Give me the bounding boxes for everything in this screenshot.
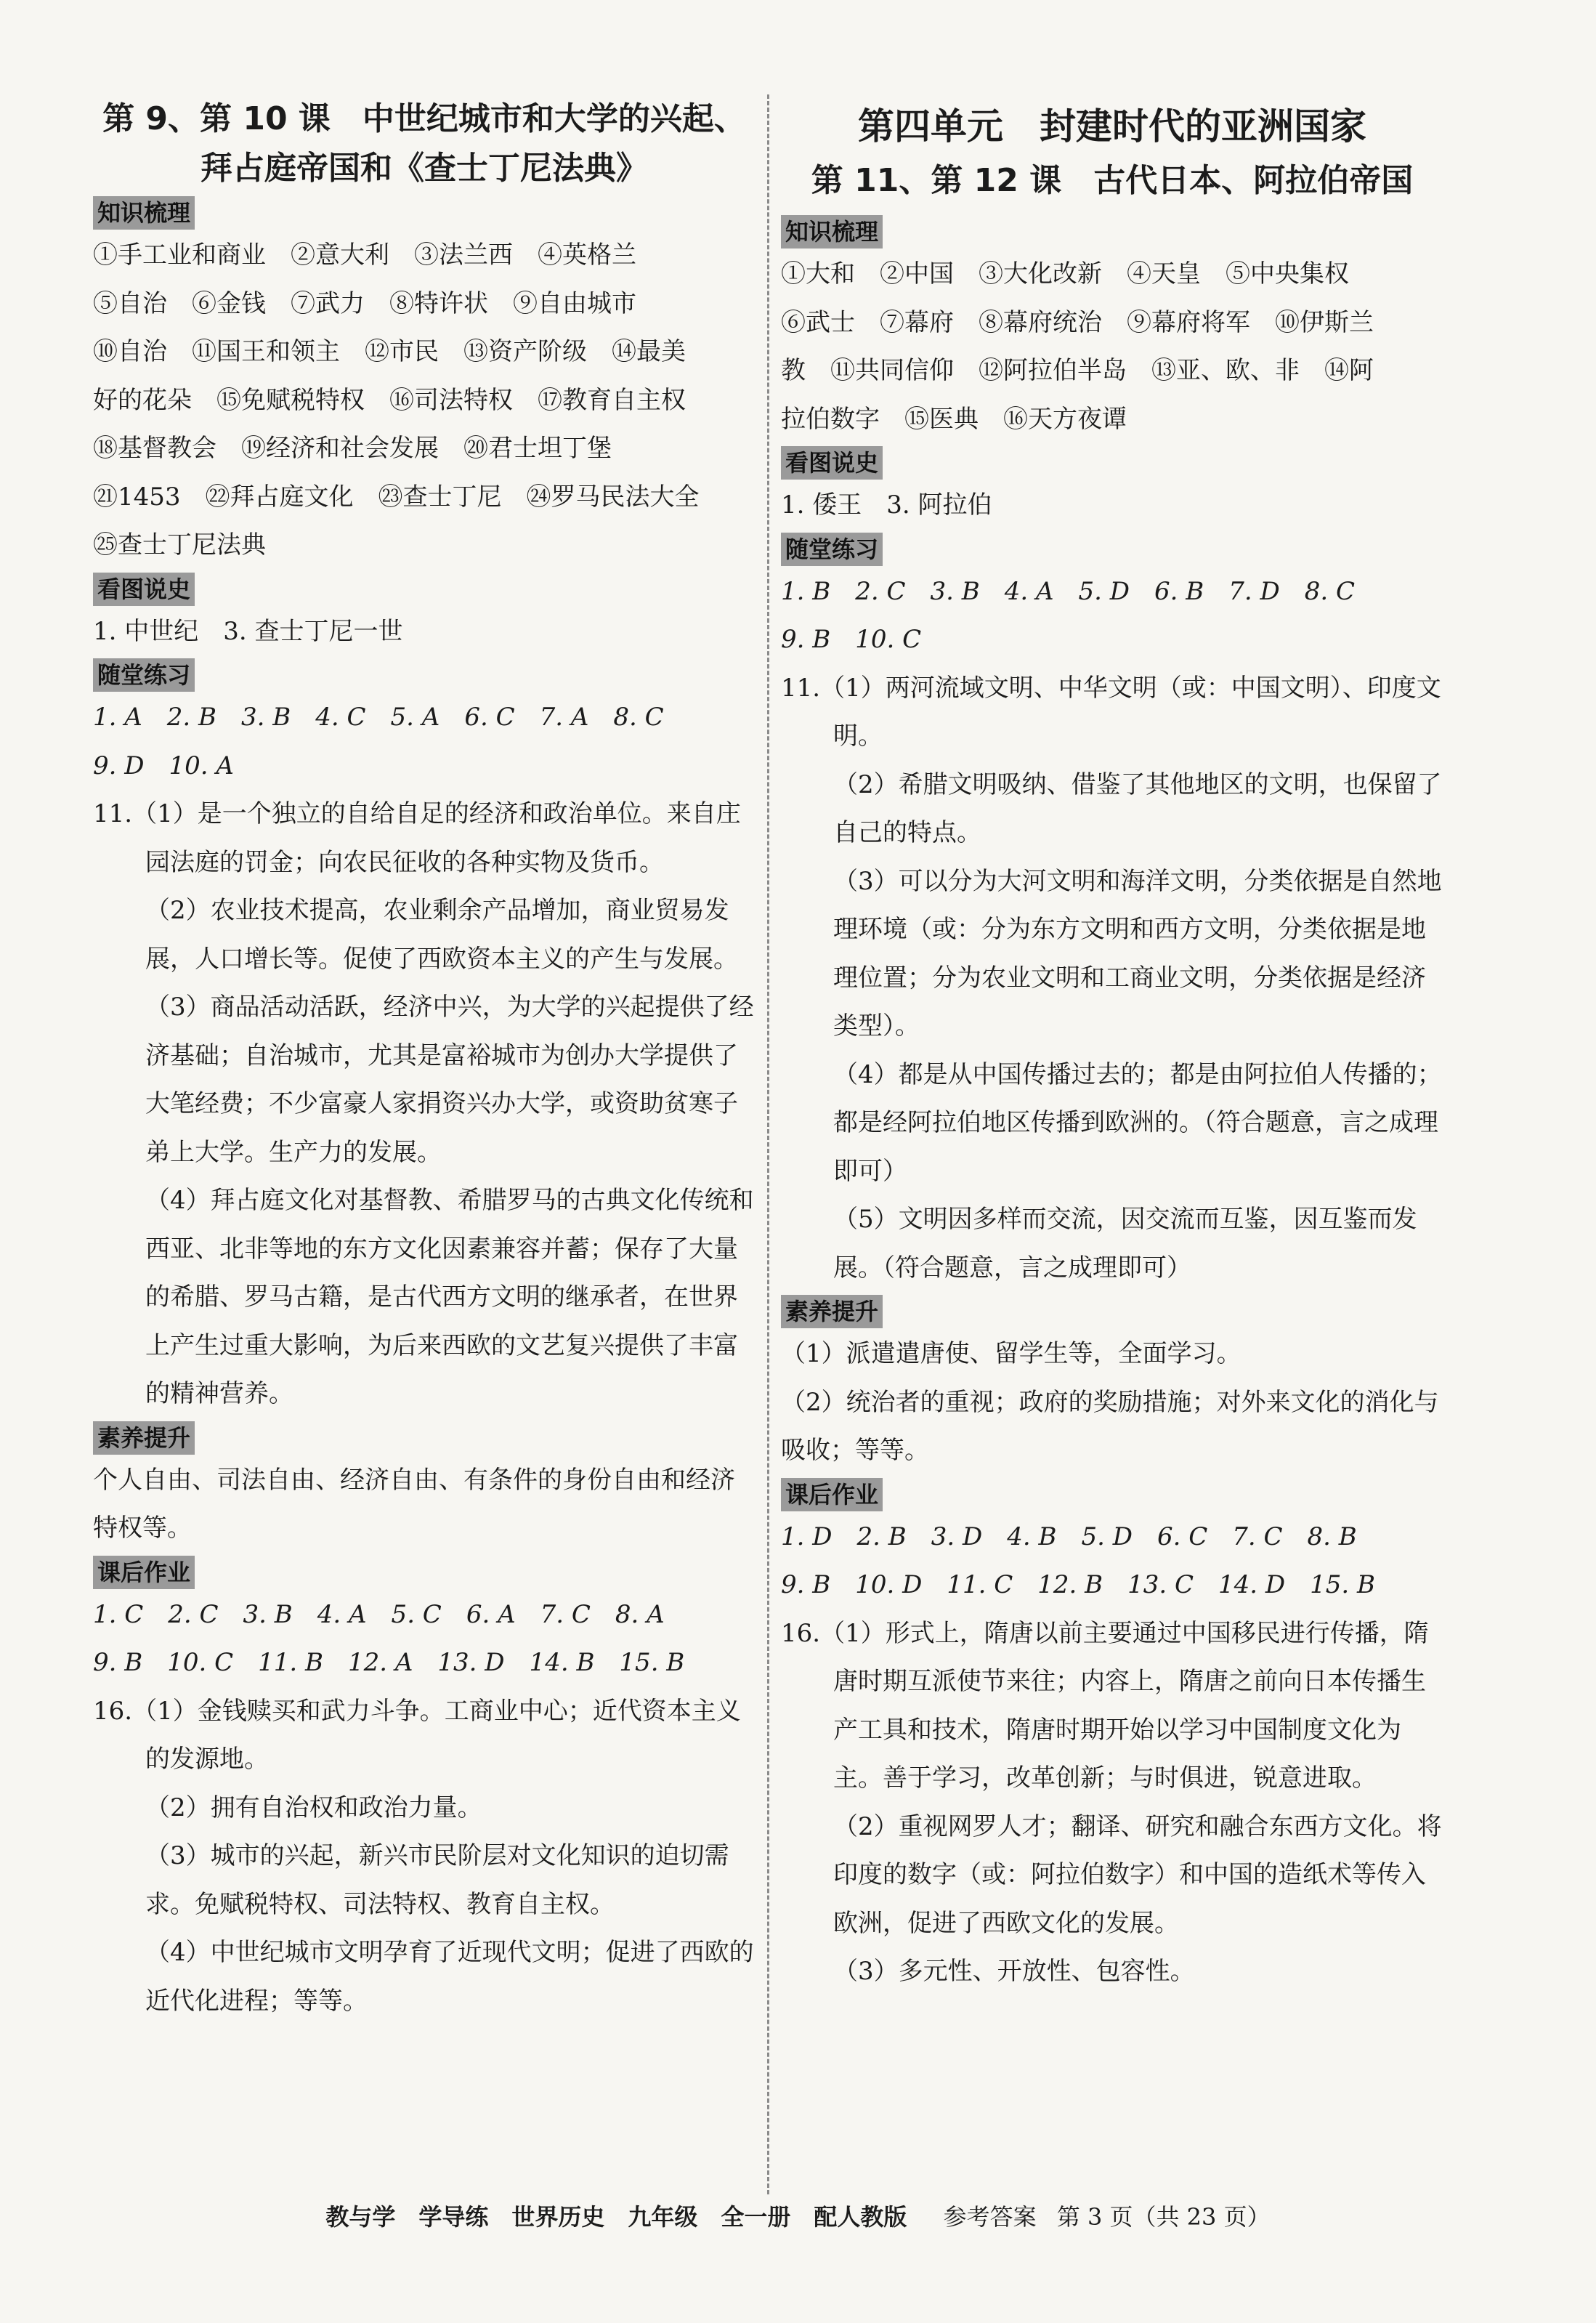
homework-answers: 9. B 10. C 11. B 12. A 13. D 14. B 15. B [93, 1648, 685, 1677]
section-label-practice: 随堂练习 [93, 658, 195, 692]
right-column [781, 94, 1443, 1996]
practice-answers: 9. D 10. A [93, 751, 234, 780]
answer-paragraph: 16.（1）金钱赎买和武力斗争。工商业中心；近代资本主义的发源地。 [93, 1696, 741, 1774]
section-label-practice: 随堂练习 [781, 533, 883, 566]
knowledge-line: 拉伯数字 ⑮医典 ⑯天方夜谭 [781, 404, 1127, 434]
footer-page-number: 第 3 页（共 23 页） [1056, 2203, 1271, 2231]
knowledge-line: ⑩自治 ⑪国王和领主 ⑫市民 ⑬资产阶级 ⑭最美 [93, 337, 686, 366]
practice-answers: 1. B 2. C 3. B 4. A 5. D 6. B 7. D 8. C [781, 576, 1356, 606]
section-label-homework: 课后作业 [93, 1556, 195, 1589]
section-label-picture: 看图说史 [781, 446, 883, 480]
left-column [93, 94, 756, 2025]
knowledge-list [781, 250, 1443, 443]
section-label-homework: 课后作业 [781, 1478, 883, 1511]
answer-paragraph: （4）都是从中国传播过去的；都是由阿拉伯人传播的；都是经阿拉伯地区传播到欧洲的。（符合题意，言之成理即可） [833, 1059, 1442, 1186]
answer-paragraph: （4）拜占庭文化对基督教、希腊罗马的古典文化传统和西亚、北非等地的东方文化因素兼容并蓄；保存了大量的希腊、罗马古籍，是古代西方文明的继承者，在世界上产生过重大影响，为后来西欧的文艺复兴提供了丰富的精神营养。 [145, 1186, 754, 1408]
knowledge-line: 好的花朵 ⑮免赋税特权 ⑯司法特权 ⑰教育自主权 [93, 385, 686, 415]
answer-paragraph: （2）希腊文明吸纳、借鉴了其他地区的文明，也保留了自己的特点。 [833, 769, 1442, 847]
answer-paragraph: （2）拥有自治权和政治力量。 [145, 1793, 482, 1822]
homework-answers: 1. C 2. C 3. B 4. A 5. C 6. A 7. C 8. A [93, 1599, 665, 1629]
lesson-title-line1: 第 9、第 10 课 中世纪城市和大学的兴起、 [102, 100, 746, 137]
answer-paragraph: （2）重视网罗人才；翻译、研究和融合东西方文化。将印度的数字（或：阿拉伯数字）和中国的造纸术等传入欧洲，促进了西欧文化的发展。 [833, 1811, 1442, 1938]
answer-paragraph: （3）城市的兴起，新兴市民阶层对文化知识的迫切需求。免赋税特权、司法特权、教育自主权。 [145, 1841, 729, 1919]
picture-answers: 1. 中世纪 3. 查士丁尼一世 [93, 616, 403, 646]
footer-brand: 教与学 学导练 世界历史 九年级 全一册 配人教版 [325, 2203, 907, 2231]
column-divider [767, 94, 769, 2194]
section-label-literacy: 素养提升 [93, 1421, 195, 1455]
practice-answers: 1. A 2. B 3. B 4. C 5. A 6. C 7. A 8. C [93, 703, 664, 732]
answer-paragraph: （5）文明因多样而交流，因交流而互鉴，因互鉴而发展。（符合题意，言之成理即可） [833, 1205, 1417, 1282]
picture-answers: 1. 倭王 3. 阿拉伯 [781, 490, 992, 520]
knowledge-line: ①大和 ②中国 ③大化改新 ④天皇 ⑤中央集权 [781, 259, 1349, 288]
section-label-knowledge: 知识梳理 [93, 196, 195, 230]
answer-paragraph: 16.（1）形式上，隋唐以前主要通过中国移民进行传播，隋唐时期互派使节来往；内容上，隋唐之前向日本传播生产工具和技术，隋唐时期开始以学习中国制度文化为主。善于学习，改革创新；与时俱进，锐意进取。 [781, 1618, 1429, 1793]
answer-paragraph: （2）农业技术提高，农业剩余产品增加，商业贸易发展，人口增长等。促使了西欧资本主义的产生与发展。 [145, 896, 738, 974]
page-footer [0, 2200, 1596, 2234]
lesson-title-line2: 拜占庭帝国和《查士丁尼法典》 [200, 150, 648, 187]
literacy-answer: 个人自由、司法自由、经济自由、有条件的身份自由和经济特权等。 [93, 1465, 735, 1543]
knowledge-line: ①手工业和商业 ②意大利 ③法兰西 ④英格兰 [93, 241, 636, 270]
section-label-knowledge: 知识梳理 [781, 215, 883, 249]
practice-answers: 9. B 10. C [781, 625, 922, 654]
unit-title: 第四单元 封建时代的亚洲国家 [858, 105, 1366, 148]
homework-answers: 1. D 2. B 3. D 4. B 5. D 6. C 7. C 8. B [781, 1522, 1357, 1551]
answer-paragraph: （3）多元性、开放性、包容性。 [833, 1957, 1195, 1986]
section-label-literacy: 素养提升 [781, 1295, 883, 1328]
homework-answers: 9. B 10. D 11. C 12. B 13. C 14. D 15. B [781, 1570, 1376, 1599]
knowledge-list [93, 231, 756, 570]
knowledge-line: ㉑1453 ㉒拜占庭文化 ㉓查士丁尼 ㉔罗马民法大全 [93, 482, 700, 512]
answer-paragraph: （4）中世纪城市文明孕育了近现代文明；促进了西欧的近代化进程；等等。 [145, 1938, 754, 2016]
answer-paragraph: （3）可以分为大河文明和海洋文明，分类依据是自然地理环境（或：分为东方文明和西方文明，分类依据是地理位置；分为农业文明和工商业文明，分类依据是经济类型）。 [833, 866, 1442, 1041]
section-label-picture: 看图说史 [93, 573, 195, 606]
answer-paragraph: 11.（1）是一个独立的自给自足的经济和政治单位。来自庄园法庭的罚金；向农民征收的各种实物及货币。 [93, 799, 741, 877]
lesson-title: 第 11、第 12 课 古代日本、阿拉伯帝国 [811, 162, 1414, 199]
literacy-answer: （1）派遣遣唐使、留学生等，全面学习。 [781, 1339, 1241, 1368]
knowledge-line: ㉕查士丁尼法典 [93, 530, 266, 559]
knowledge-line: ⑱基督教会 ⑲经济和社会发展 ⑳君士坦丁堡 [93, 434, 612, 463]
answer-paragraph: 11.（1）两河流域文明、中华文明（或：中国文明）、印度文明。 [781, 673, 1441, 751]
knowledge-line: 教 ⑪共同信仰 ⑫阿拉伯半岛 ⑬亚、欧、非 ⑭阿 [781, 356, 1374, 385]
knowledge-line: ⑥武士 ⑦幕府 ⑧幕府统治 ⑨幕府将军 ⑩伊斯兰 [781, 307, 1374, 337]
answer-paragraph: （3）商品活动活跃，经济中兴，为大学的兴起提供了经济基础；自治城市，尤其是富裕城市为创办大学提供了大笔经费；不少富豪人家捐资兴办大学，或资助贫寒子弟上大学。生产力的发展。 [145, 993, 754, 1167]
footer-label: 参考答案 [943, 2203, 1037, 2231]
literacy-answer: （2）统治者的重视；政府的奖励措施；对外来文化的消化与吸收；等等。 [781, 1387, 1439, 1465]
knowledge-line: ⑤自治 ⑥金钱 ⑦武力 ⑧特许状 ⑨自由城市 [93, 288, 636, 318]
